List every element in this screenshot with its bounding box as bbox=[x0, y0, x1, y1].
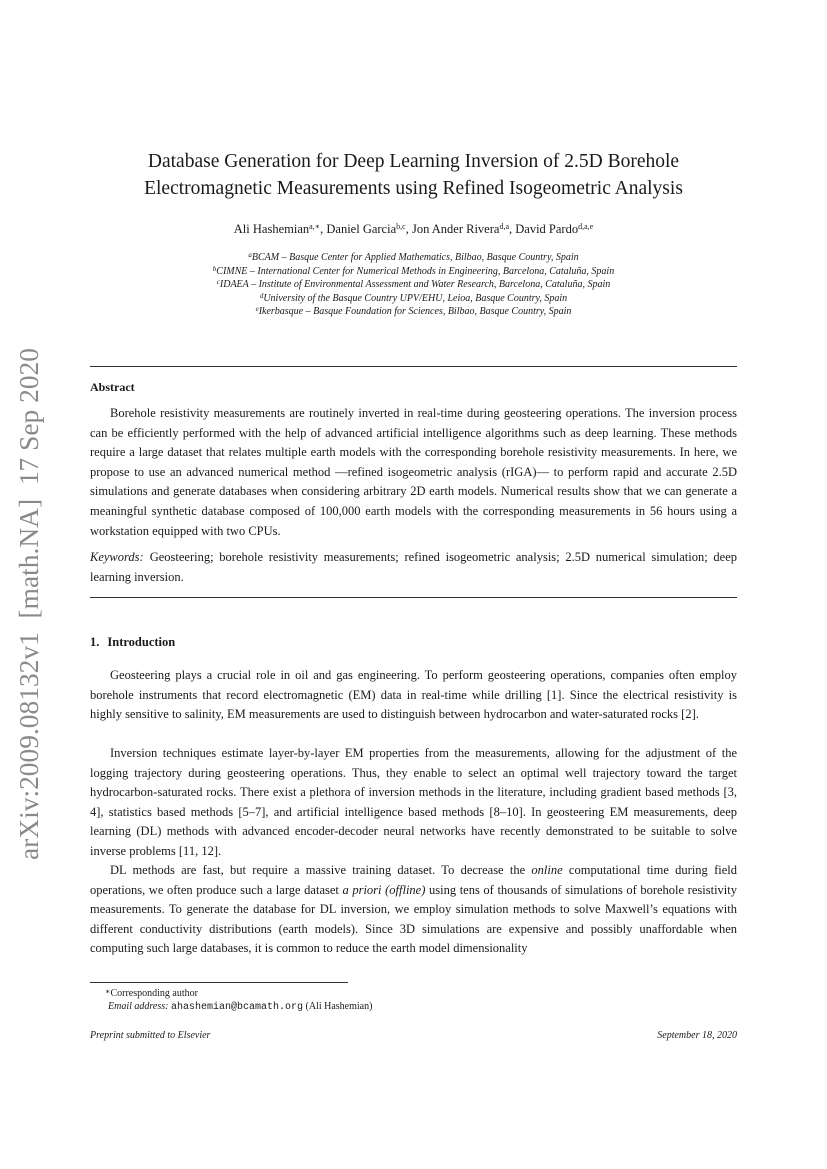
author-affil-mark: a,∗ bbox=[309, 222, 321, 231]
affiliation-mark: c bbox=[216, 278, 220, 286]
author-name: David Pardo bbox=[515, 222, 579, 236]
author-affil-mark: b,c bbox=[396, 222, 406, 231]
abstract-text: Borehole resistivity measurements are routinely inverted in real-time during geosteering operations. The inversion process can be efficiently performed with the help of advanced artificial intelligence algorithms such as deep learning. These methods require a large dataset that relates multiple earth models with the corresponding borehole resistivity measurements. In here, we propose to use an advanced numerical method —refined isogeometric analysis (rIGA)— to perform rapid and accurate 2.5D simulations and generate databases when considering arbitrary 2D earth models. Numerical results show that we can generate a meaningful synthetic database composed of 100,000 earth models with the corresponding measurements in 56 hours using a workstation equipped with two CPUs. bbox=[90, 406, 737, 538]
affiliation bbox=[90, 278, 737, 292]
affiliation bbox=[90, 251, 737, 265]
text-run: DL methods are fast, but require a massive training dataset. To decrease the bbox=[110, 863, 532, 877]
footnote-email bbox=[108, 1000, 755, 1015]
abstract-top-rule bbox=[90, 366, 737, 367]
intro-paragraph-2: Inversion techniques estimate layer-by-layer EM properties from the measurements, allowing for the adjustment of the logging trajectory during geosteering operations. Thus, they enable to select an optimal well trajectory toward the target hydrocarbon-saturated rocks. There exist a plethora of inversion methods in the literature, including gradient based methods [3, 4], statistics based methods [5–7], and artificial intelligence based methods [8–10]. In geosteering EM measurements, deep learning (DL) methods with advanced encoder-decoder neural networks have recently demonstrated to be suitable to solve inverse problems [11, 12]. bbox=[90, 746, 737, 858]
author-name: Daniel Garcia bbox=[326, 222, 397, 236]
text-run: using tens of thousands of simulations of borehole resistivity measurements. To generate the database for DL inversion, we employ simulation methods to solve Maxwell’s equations with different conductivity distributions (earth models). Since 3D simulations are expensive and possibly unaffordable when computing such large databases, it is common to reduce the earth model dimensionality bbox=[90, 882, 737, 956]
keywords-text: Geosteering; borehole resistivity measurements; refined isogeometric analysis; 2.5D numerical simulation; deep learning inversion. bbox=[90, 550, 737, 584]
paper-title bbox=[90, 148, 737, 202]
arxiv-side-stamp bbox=[4, 345, 48, 860]
affiliation-list bbox=[90, 251, 737, 319]
affiliation bbox=[90, 265, 737, 279]
arxiv-identifier: arXiv:2009.08132v1 [math.NA] 17 Sep 2020 bbox=[14, 356, 44, 860]
text-run: computational time during field operations, we often produce such a large dataset bbox=[90, 863, 737, 897]
affiliation-text: University of the Basque Country UPV/EHU, Leioa, Basque Country, Spain bbox=[263, 292, 568, 304]
affiliation-text: IDAEA – Institute of Environmental Assessment and Water Research, Barcelona, Cataluña, Spain bbox=[219, 279, 611, 290]
author bbox=[326, 222, 412, 236]
email-label: Email address: bbox=[108, 1001, 169, 1012]
affiliation-text: Ikerbasque – Basque Foundation for Sciences, Bilbao, Basque Country, Spain bbox=[258, 306, 572, 317]
emphasis-a-priori: a priori (offline) bbox=[342, 882, 426, 897]
author-separator: , bbox=[405, 222, 412, 236]
author-name: Jon Ander Rivera bbox=[411, 222, 500, 236]
email-address[interactable]: ahashemian@bcamath.org bbox=[170, 1002, 303, 1013]
author bbox=[234, 222, 327, 236]
footnote-text: Corresponding author bbox=[110, 988, 198, 999]
affiliation-text: CIMNE – International Center for Numerical Methods in Engineering, Barcelona, Cataluña, Spain bbox=[216, 265, 615, 277]
author-name: Ali Hashemian bbox=[233, 222, 310, 236]
affiliation-mark: b bbox=[212, 264, 217, 273]
affiliation-mark: d bbox=[259, 291, 264, 300]
affiliation-text: BCAM – Basque Center for Applied Mathematics, Bilbao, Basque Country, Spain bbox=[251, 252, 579, 263]
footnote-rule bbox=[90, 982, 348, 983]
affiliation bbox=[90, 292, 737, 306]
author-separator: , bbox=[320, 222, 327, 236]
title-line-1: Database Generation for Deep Learning Inversion of 2.5D Borehole bbox=[147, 151, 680, 172]
affiliation bbox=[90, 305, 737, 319]
section-title: Introduction bbox=[107, 635, 176, 649]
section-number: 1. bbox=[90, 635, 100, 649]
email-owner: (Ali Hashemian) bbox=[305, 1001, 373, 1012]
author-list bbox=[90, 221, 737, 237]
affiliation-mark: a bbox=[248, 251, 252, 259]
abstract-heading: Abstract bbox=[90, 380, 135, 394]
keywords bbox=[90, 548, 737, 587]
footnote-corresponding bbox=[105, 987, 752, 1001]
footnote-mark: ∗ bbox=[105, 987, 111, 996]
author-separator: , bbox=[509, 222, 516, 236]
author bbox=[412, 222, 515, 236]
footer-preprint-note: Preprint submitted to Elsevier bbox=[90, 1030, 211, 1041]
author-affil-mark: d,a,e bbox=[578, 222, 594, 231]
title-line-2: Electromagnetic Measurements using Refined Isogeometric Analysis bbox=[144, 178, 683, 199]
section-heading bbox=[90, 635, 175, 650]
keywords-label: Keywords: bbox=[90, 550, 144, 564]
affiliation-mark: e bbox=[255, 305, 259, 313]
emphasis-online: online bbox=[531, 863, 563, 877]
intro-paragraph-3 bbox=[90, 861, 737, 959]
footer-date: September 18, 2020 bbox=[657, 1030, 737, 1041]
author bbox=[515, 222, 593, 236]
abstract-bottom-rule bbox=[90, 597, 737, 598]
intro-paragraph-1: Geosteering plays a crucial role in oil and gas engineering. To perform geosteering operations, companies often employ borehole instruments that record electromagnetic (EM) data in real-time while drilling [1]. Since the electrical resistivity is highly sensitive to salinity, EM measurements are used to distinguish between hydrocarbon and water-saturated rocks [2]. bbox=[90, 668, 737, 722]
author-affil-mark: d,a bbox=[499, 222, 509, 231]
